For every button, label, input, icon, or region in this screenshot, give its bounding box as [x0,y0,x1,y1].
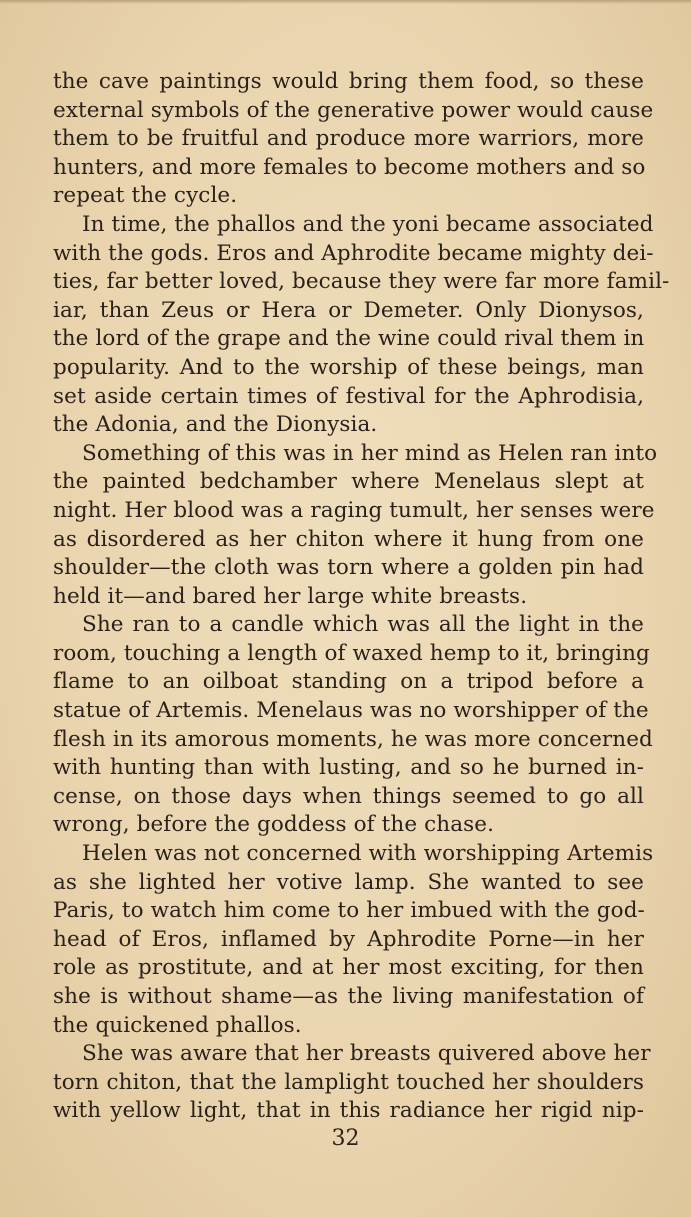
text-line: flesh in its amorous moments, he was more concerned [53,726,653,752]
text-line: She ran to a candle which was all the light in the [82,612,644,638]
paragraph [53,840,654,1040]
text-line: ties, far better loved, because they were far more famil- [53,269,670,295]
text-line: she is without shame—as the living manifestation of [53,984,644,1009]
page-number: 32 [331,1126,360,1151]
text-line: as disordered as her chiton where it hung from one [53,526,644,552]
text-line: the lord of the grape and the wine could rival them in [53,326,645,352]
text-line: Something of this was in her mind as Helen ran into [82,440,658,466]
text-line: torn chiton, that the lamplight touched her shoulders [53,1069,644,1095]
text-line: as she lighted her votive lamp. She wanted to see [53,869,644,895]
text-line: Helen was not concerned with worshipping Artemis [82,841,654,867]
text-line: She was aware that her breasts quivered above her [82,1041,651,1067]
text-line: shoulder—the cloth was torn where a golden pin had [53,555,644,581]
text-line: iar, than Zeus or Hera or Demeter. Only Dionysos, [53,297,644,323]
text-line: held it—and bared her large white breasts. [53,583,528,609]
paragraph [53,440,658,612]
text-line: with hunting than with lusting, and so he burned in- [53,755,644,781]
text-line: Paris, to watch him come to her imbued with the god- [53,898,645,924]
body-text [53,68,670,1126]
text-line: head of Eros, inflamed by Aphrodite Porne—in her [53,926,644,952]
text-line: hunters, and more females to become mothers and so [53,154,646,180]
text-line: external symbols of the generative power would cause [53,97,654,123]
text-line: with the gods. Eros and Aphrodite became mighty dei- [53,240,654,266]
text-line: popularity. And to the worship of these beings, man [53,354,644,380]
text-line: flame to an oilboat standing on a tripod before a [53,669,644,695]
paragraph [53,68,654,211]
text-line: In time, the phallos and the yoni became associated [82,211,654,237]
text-line: wrong, before the goddess of the chase. [53,812,495,838]
text-line: room, touching a length of waxed hemp to it, bringing [53,640,650,666]
text-line: them to be fruitful and produce more warriors, more [53,126,644,152]
text-line: statue of Artemis. Menelaus was no worshipper of the [53,698,649,724]
paragraph [53,211,670,440]
text-line: cense, on those days when things seemed to go all [53,783,644,809]
text-line: set aside certain times of festival for the Aphrodisia, [53,383,644,409]
text-line: the painted bedchamber where Menelaus slept at [53,469,644,495]
text-line: the Adonia, and the Dionysia. [53,412,378,438]
paragraph [53,1040,651,1126]
text-line: role as prostitute, and at her most exciting, for then [53,955,644,981]
text-line: night. Her blood was a raging tumult, her senses were [53,497,655,523]
paragraph [53,611,653,840]
text-line: the quickened phallos. [53,1012,302,1038]
text-line: with yellow light, that in this radiance her rigid nip- [53,1098,644,1124]
page-top-edge [0,0,691,4]
text-line: the cave paintings would bring them food, so these [53,69,644,94]
text-line: repeat the cycle. [53,183,238,209]
